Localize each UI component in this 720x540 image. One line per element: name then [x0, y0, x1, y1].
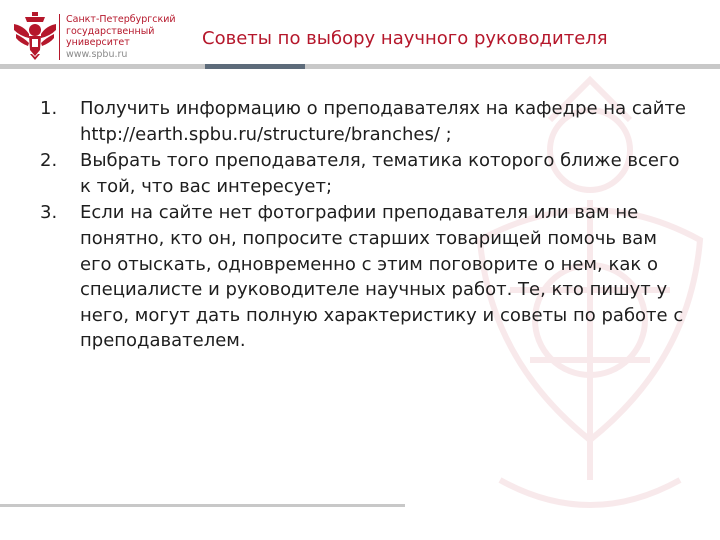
logo-divider [59, 14, 60, 60]
university-url: www.spbu.ru [66, 48, 128, 60]
list-item-number: 2. [40, 150, 58, 172]
list-item-number: 1. [40, 98, 58, 119]
header-rule-segment [0, 64, 205, 69]
university-name [66, 14, 186, 60]
spbu-emblem-icon [10, 10, 60, 62]
list-item-text: Если на сайте нет фотографии преподавателя или вам не понятно, кто он, попросите старших товарищей помочь вам его отыскать, одновременно с этим поговорите о нем, как о специалисте и руководителе научных работ. Те, кто пишут у него, могут дать полную характеристику и советы по работе с преподавателем. [80, 202, 684, 352]
list-item [40, 96, 690, 147]
university-name-line-2: государственный [66, 25, 155, 37]
advice-list [40, 96, 690, 355]
header-rule-segment [305, 64, 405, 69]
header-rule-segment [405, 64, 720, 69]
footer-rule [0, 504, 405, 507]
university-name-line-3: университет [66, 37, 130, 48]
slide-title: Советы по выбору научного руководителя [202, 28, 608, 49]
list-item [40, 148, 690, 199]
header-rule-segment [205, 64, 305, 69]
header-rule [0, 64, 720, 69]
list-item-text: Выбрать того преподавателя, тематика которого ближе всего к той, что вас интересует; [80, 150, 680, 197]
university-name-line-1: Санкт-Петербургский [66, 14, 176, 25]
list-item-number: 3. [40, 202, 58, 224]
list-item [40, 200, 690, 354]
list-item-text: Получить информацию о преподавателях на кафедре на сайте http://earth.spbu.ru/structure/branches/ ; [80, 98, 687, 145]
